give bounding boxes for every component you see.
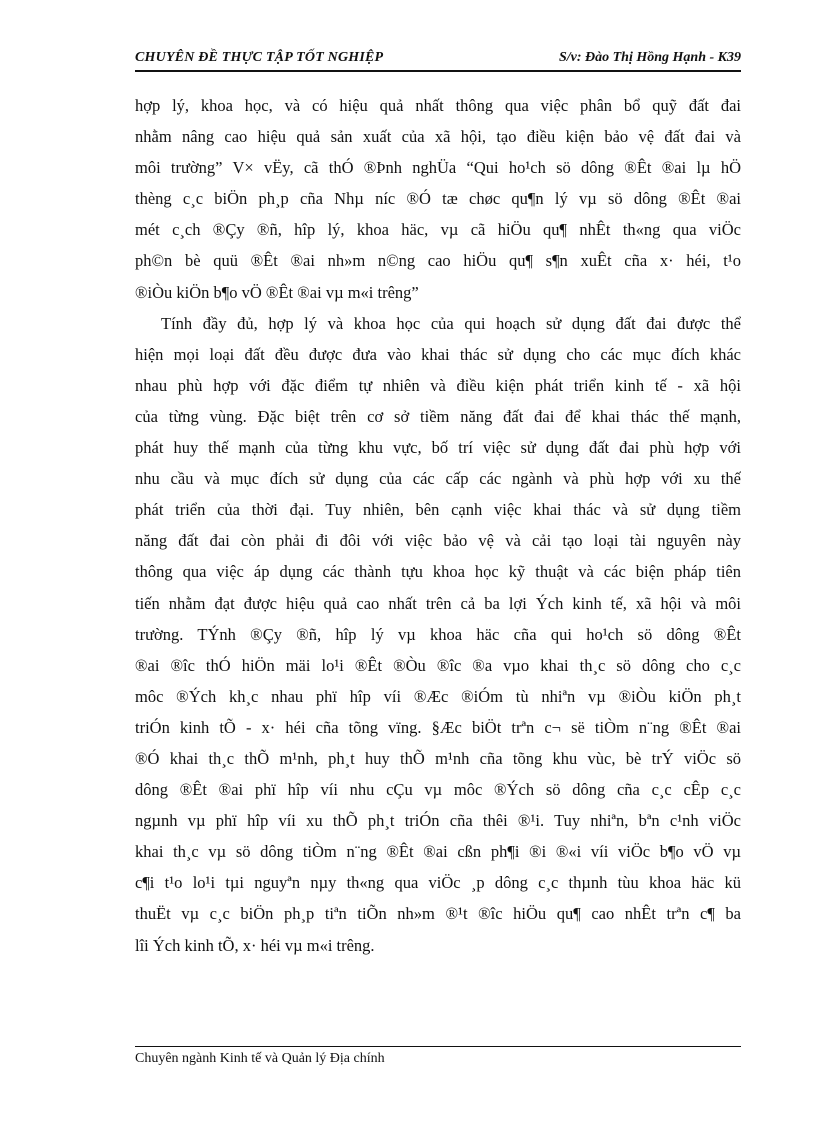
text-line: thông qua việc áp dụng các thành tựu khoa học kỹ thuật và các biện pháp tiên [135,562,741,582]
text-line: triÓn kinh tÕ - x· héi cña tõng vïng. §Æc biÖt trªn c¬ së tiÒm n¨ng ®Êt ®ai [135,717,741,737]
text-line: khai th¸c vµ sö dông tiÒm n¨ng ®Êt ®ai cßn ph¶i ®i ®«i víi viÖc b¶o vÖ vµ [135,842,741,862]
text-line: ®Ó khai th¸c thÕ m¹nh, ph¸t huy thÕ m¹nh cña tõng khu vùc, bè trÝ viÖc sö [135,748,741,768]
text-line: năng đất đai còn phải đi đôi với việc bảo vệ và cải tạo loại tài nguyên này [135,531,741,551]
text-line: thèng c¸c biÖn ph¸p cña Nhµ níc ®Ó tæ chøc qu¶n lý vµ sö dông ®Êt ®ai [135,189,741,209]
text-line: nhau phù hợp với đặc điểm tự nhiên và điều kiện phát triển kinh tế - xã hội [135,375,741,395]
body-text [135,90,741,961]
page-footer [135,1046,741,1066]
page-header [135,48,741,72]
text-line: hợp lý, khoa học, và có hiệu quả nhất thông qua việc phân bổ quỹ đất đai [135,96,741,115]
text-line: phát huy thế mạnh của từng khu vực, bố trí việc sử dụng đất đai phù hợp với [135,438,741,458]
text-line: trường. TÝnh ®Çy ®ñ, hîp lý vµ khoa häc cña qui ho¹ch sö dông ®Êt [135,624,741,644]
text-line: mét c¸ch ®Çy ®ñ, hîp lý, khoa häc, vµ cã hiÖu qu¶ nhÊt th«ng qua viÖc [135,220,741,240]
text-line: phát triển của thời đại. Tuy nhiên, bên cạnh việc khai thác và sử dụng tiềm [135,500,741,520]
text-line: lîi Ých kinh tÕ, x· héi vµ m«i trêng. [135,935,375,955]
text-line: ®ai ®îc thÓ hiÖn mäi lo¹i ®Êt ®Òu ®îc ®a vµo khai th¸c sö dông cho c¸c [135,655,741,675]
text-line: nhằm nâng cao hiệu quả sản xuất của xã hội, tạo điều kiện bảo vệ đất đai và [135,127,741,147]
text-line: ngµnh vµ phï hîp víi xu thÕ ph¸t triÓn cña thêi ®¹i. Tuy nhiªn, bªn c¹nh viÖc [135,811,741,831]
text-line: ph©n bè quü ®Êt ®ai nh»m n©ng cao hiÖu qu¶ s¶n xuÊt cña x· héi, t¹o [135,251,741,271]
text-line: môi trường” V× vËy, cã thÓ ®Þnh nghÜa “Qui ho¹ch sö dông ®Êt ®ai lµ hÖ [135,158,741,178]
student-name: S/v: Đào Thị Hồng Hạnh - K39 [558,50,741,65]
text-line: Tính đầy đủ, hợp lý và khoa học của qui hoạch sử dụng đất đai được thể [161,313,741,333]
text-line: hiện mọi loại đất đều được đưa vào khai thác sử dụng cho các mục đích khác [135,344,741,364]
text-line: tiến nhằm đạt được hiệu quả cao nhất trên cả ba lợi Ých kinh tế, xã hội và môi [135,593,741,613]
text-line: thuËt vµ c¸c biÖn ph¸p tiªn tiÕn nh»m ®¹t ®îc hiÖu qu¶ cao nhÊt trªn c¶ ba [135,904,741,924]
text-line: dông ®Êt ®ai phï hîp víi nhu cÇu vµ môc ®Ých sö dông cña c¸c cÊp c¸c [135,780,741,800]
text-line: của từng vùng. Đặc biệt trên cơ sở tiềm năng đất đai để khai thác thế mạnh, [135,406,741,426]
text-line: c¶i t¹o lo¹i tµi nguyªn nµy th«ng qua viÖc ¸p dông c¸c thµnh tùu khoa häc kü [135,873,741,893]
footer-text: Chuyên ngành Kinh tế và Quản lý Địa chính [135,1051,385,1066]
document-title: CHUYÊN ĐỀ THỰC TẬP TỐT NGHIỆP [135,50,384,65]
text-line: nhu cầu và mục đích sử dụng của các cấp các ngành và phù hợp với xu thế [135,469,741,489]
text-line: môc ®Ých kh¸c nhau phï hîp víi ®Æc ®iÓm tù nhiªn vµ ®iÒu kiÖn ph¸t [135,686,741,706]
text-line: ®iÒu kiÖn b¶o vÖ ®Êt ®ai vµ m«i trêng” [135,282,419,302]
